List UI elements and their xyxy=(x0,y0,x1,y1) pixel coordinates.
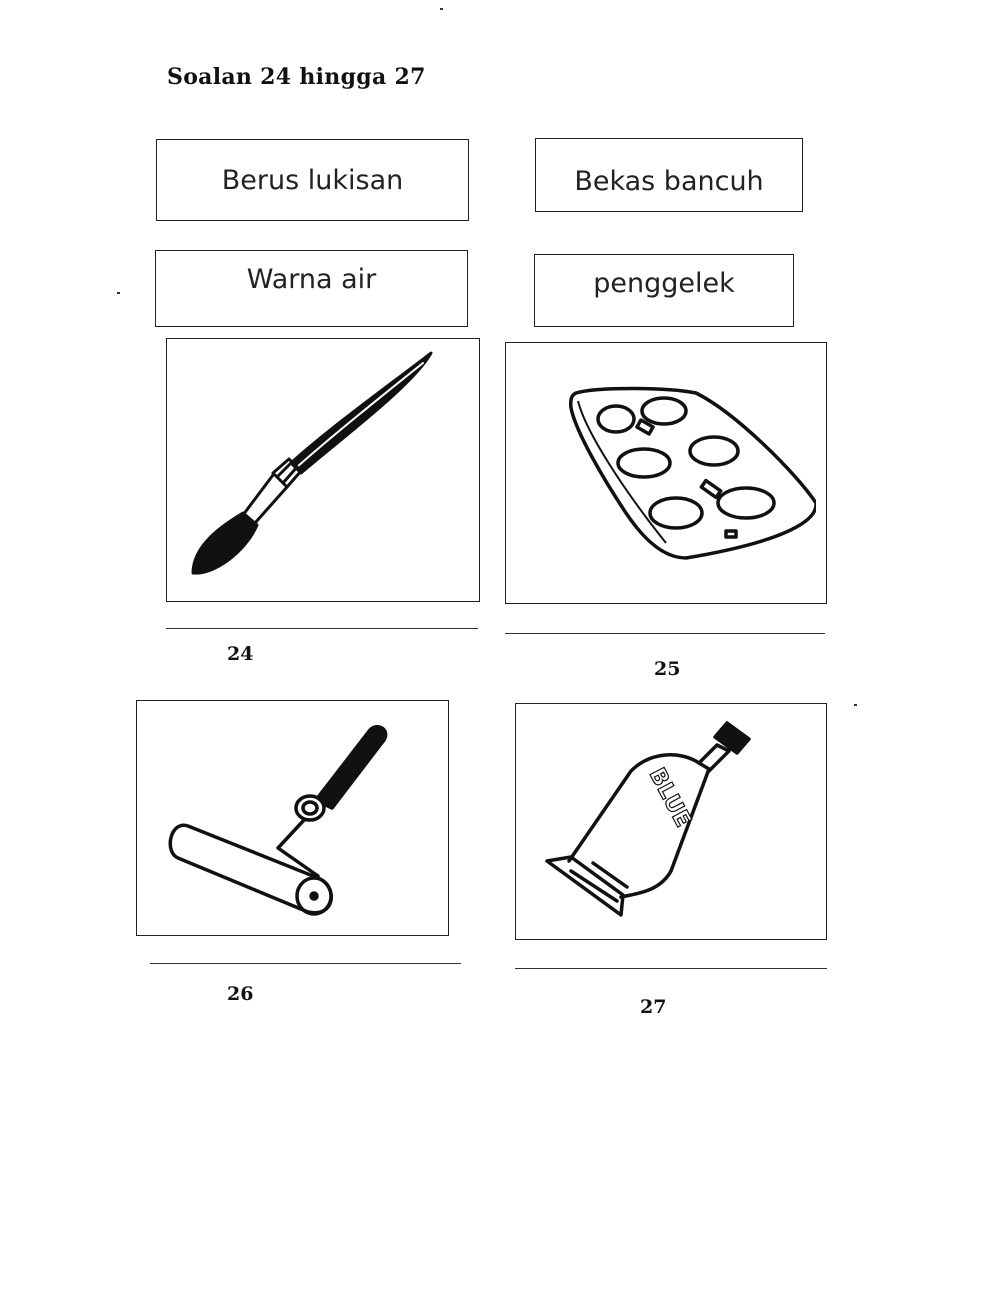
word-bank-label: Bekas bancuh xyxy=(574,165,764,197)
word-bank-label: Berus lukisan xyxy=(221,164,404,196)
paint-palette-icon xyxy=(516,353,816,593)
answer-line-26[interactable] xyxy=(150,963,461,964)
answer-line-25[interactable] xyxy=(505,633,825,634)
tube-label-text: BLUE xyxy=(643,763,696,831)
picture-box-27 xyxy=(515,703,827,940)
question-number-26: 26 xyxy=(227,983,254,1005)
answer-line-27[interactable] xyxy=(515,968,827,969)
picture-box-26 xyxy=(136,700,449,936)
answer-line-24[interactable] xyxy=(166,628,478,629)
word-bank-penggelek[interactable] xyxy=(534,254,794,327)
word-bank-label: penggelek xyxy=(593,268,735,299)
scan-speck xyxy=(117,292,120,294)
word-bank-berus-lukisan[interactable] xyxy=(156,139,469,221)
scan-speck xyxy=(440,8,443,10)
paint-tube-icon xyxy=(531,711,811,933)
word-bank-warna-air[interactable] xyxy=(155,250,468,327)
paintbrush-icon xyxy=(173,345,473,595)
picture-box-25 xyxy=(505,342,827,604)
scan-speck xyxy=(854,704,857,706)
picture-box-24 xyxy=(166,338,480,602)
question-number-27: 27 xyxy=(640,996,667,1018)
word-bank-label: Warna air xyxy=(246,264,377,295)
paint-roller-icon xyxy=(148,708,438,928)
page-title: Soalan 24 hingga 27 xyxy=(167,64,426,90)
word-bank-bekas-bancuh[interactable] xyxy=(535,138,803,212)
question-number-24: 24 xyxy=(227,643,254,665)
question-number-25: 25 xyxy=(654,658,681,680)
